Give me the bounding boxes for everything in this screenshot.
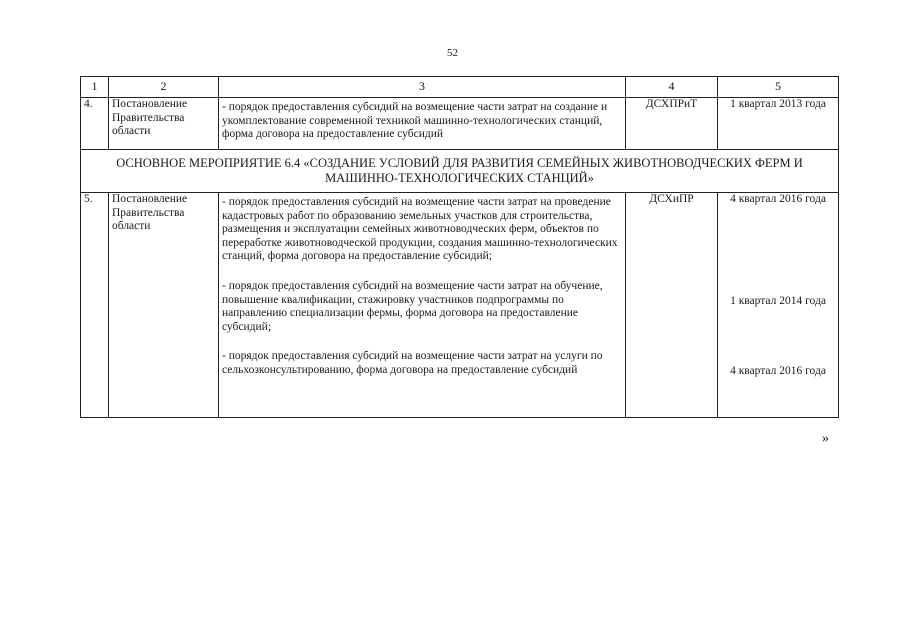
description-item-3: - порядок предоставления субсидий на возмещение части затрат на услуги по сельхозконсультированию, форма договора на предоставление субсидий (222, 350, 603, 376)
row-number: 4. (81, 98, 109, 150)
description-item-1: - порядок предоставления субсидий на возмещение части затрат на проведение кадастровых работ по образованию земельных участков для строительства, размещения и эксплуатации семейных животноводческих ферм, объектов по переработке животноводческой продукции, создания машинно-технологических станций, форма договора на предоставление субсидий; (222, 196, 618, 263)
header-cell-5: 5 (718, 77, 839, 98)
header-cell-4: 4 (626, 77, 718, 98)
table-header-row (81, 77, 839, 98)
deadline: 1 квартал 2013 года (718, 98, 839, 150)
description-text: - порядок предоставления субсидий на возмещение части затрат на создание и укомплектование современной техникой машинно-технологических станций, форма договора на предоставление субсидий (222, 101, 608, 141)
header-cell-2: 2 (109, 77, 219, 98)
document-type: Постановление Правительства области (109, 193, 219, 418)
deadline-item-3: 4 квартал 2016 года (730, 365, 826, 378)
table-row-4 (81, 98, 839, 150)
measures-table (80, 76, 839, 418)
deadline-item-2: 1 квартал 2014 года (730, 294, 826, 307)
closing-quote: » (822, 431, 829, 446)
section-title: ОСНОВНОЕ МЕРОПРИЯТИЕ 6.4 «СОЗДАНИЕ УСЛОВИЙ ДЛЯ РАЗВИТИЯ СЕМЕЙНЫХ ЖИВОТНОВОДЧЕСКИХ ФЕРМ И МАШИННО-ТЕХНОЛОГИЧЕСКИХ СТАНЦИЙ» (81, 150, 839, 193)
measure-description-list (219, 193, 626, 418)
deadline-list (718, 193, 839, 418)
row-number: 5. (81, 193, 109, 418)
header-cell-1: 1 (81, 77, 109, 98)
measure-description (219, 98, 626, 150)
executor: ДСХПРиТ (626, 98, 718, 150)
table-row-5 (81, 193, 839, 418)
description-item-2: - порядок предоставления субсидий на возмещение части затрат на обучение, повышение квалификации, стажировку участников подпрограммы по направлению специализации фермы, форма договора на предоставление субсидий; (222, 279, 603, 333)
deadline-item-1: 4 квартал 2016 года (730, 193, 826, 205)
header-cell-3: 3 (219, 77, 626, 98)
document-type: Постановление Правительства области (109, 98, 219, 150)
page-number: 52 (447, 47, 458, 59)
executor: ДСХиПР (626, 193, 718, 418)
section-row (81, 150, 839, 193)
